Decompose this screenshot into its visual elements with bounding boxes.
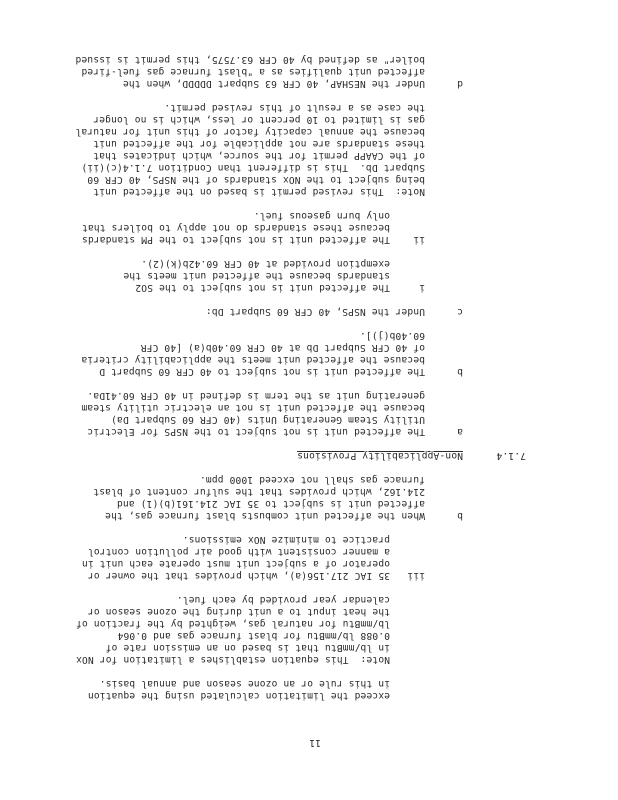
text-line: The affected unit is not subject to 40 CFR 60 Subpart D	[99, 366, 425, 377]
text-line: because the affected unit meets the applicability criteria	[81, 354, 425, 365]
text-line: affected unit qualifies as a "blast furnace gas fuel-fired	[81, 66, 425, 77]
text-line: of 40 CFR Subpart Db at 40 CFR 60.40b(a) [40 CFR	[140, 342, 425, 353]
text-line: affected unit is subject to 35 IAC 214.161(b)(1) and	[116, 498, 425, 509]
text-line: 214.162, which provides that the sulfur content of blast	[93, 486, 425, 497]
text-line: only burn gaseous fuel.	[253, 210, 390, 221]
text-line: The affected unit is not subject to the PM standards	[81, 234, 390, 245]
text-line: because the annual capacity factor of this unit for natural	[75, 126, 425, 137]
text-line: because the affected unit is not an electric utility steam	[81, 402, 425, 413]
text-line: the heat input to a unit during the ozone season or	[87, 606, 390, 617]
list-marker: b	[457, 510, 463, 521]
text-line: 60.40b(j)].	[359, 330, 425, 341]
text-line: gas is limited to 10 percent or less, which is no longer	[93, 114, 425, 125]
text-line: 0.088 lb/mmBtu for blast furnace gas and 0.064	[117, 630, 390, 641]
text-line: Subpart Db. This is different than Condition 7.1.4(c)(ii)	[81, 162, 425, 173]
text-line: these standards are not applicable for the affected unit	[93, 138, 425, 149]
text-line: calendar year provided by each fuel.	[176, 594, 390, 605]
section-title: Non-Applicability Provisions	[297, 450, 463, 461]
text-line: boiler" as defined by 40 CFR 63.7575, this permit is issued	[75, 54, 425, 65]
text-line: operator of a subject unit must operate each unit in	[81, 558, 390, 569]
list-marker: c	[457, 306, 463, 317]
list-marker: d	[457, 78, 463, 89]
text-line: 35 IAC 217.156(a), which provides that the owner or	[87, 570, 390, 581]
text-line: in lb/mmBtu that is based on an emission rate of	[105, 642, 390, 653]
text-line: Under the NESHAP, 40 CFR 63 Subpart DDDDD, when the	[122, 78, 425, 89]
text-line: standards because the affected unit meets the	[123, 270, 390, 281]
text-line: being subject to the NOx standards of the NSPS, 40 CFR 60	[87, 174, 425, 185]
list-marker: iii	[407, 570, 425, 581]
list-marker: ii	[413, 234, 425, 245]
text-line: the case as a result of this revised permit.	[164, 102, 425, 113]
text-line: exemption provided at 40 CFR 60.42b(k)(2).	[141, 258, 390, 269]
text-line: lb/mmBtu for natural gas, weighted by the fraction of	[75, 618, 390, 629]
text-line: Under the NSPS, 40 CFR 60 Subpart Db:	[205, 306, 425, 317]
text-line: practice to minimize NOx emissions.	[182, 534, 390, 545]
text-line: The affected unit is not subject to the NSPS for Electric	[87, 426, 425, 437]
list-marker: b	[457, 366, 463, 377]
text-line: When the affected unit combusts blast furnace gas, the	[105, 510, 425, 521]
text-line: Note: This equation establishes a limitation for NOx	[75, 654, 390, 665]
text-line: a manner consistent with good air pollution control	[87, 546, 390, 557]
list-marker: a	[457, 426, 463, 437]
text-line: generating unit as the term is defined in 40 CFR 60.41Da.	[87, 390, 425, 401]
text-line: The affected unit is not subject to the SO2	[135, 282, 390, 293]
text-line: exceed the limitation calculated using the equation	[87, 690, 390, 701]
text-line: because these standards do not apply to boilers that	[81, 222, 390, 233]
text-line: Note: This revised permit is based on the affected unit	[93, 186, 425, 197]
list-marker: i	[419, 282, 425, 293]
section-number: 7.1.4	[496, 450, 526, 461]
text-line: of the CAAPP permit for the source, which indicates that	[93, 150, 425, 161]
text-line: in this rule or an ozone season and annual basis.	[99, 678, 390, 689]
page-number: 11	[309, 737, 321, 748]
text-line: furnace gas shall not exceed 1000 ppm.	[199, 474, 425, 485]
text-line: Utility Steam Generating Units (40 CFR 60 Subpart Da)	[110, 414, 425, 425]
